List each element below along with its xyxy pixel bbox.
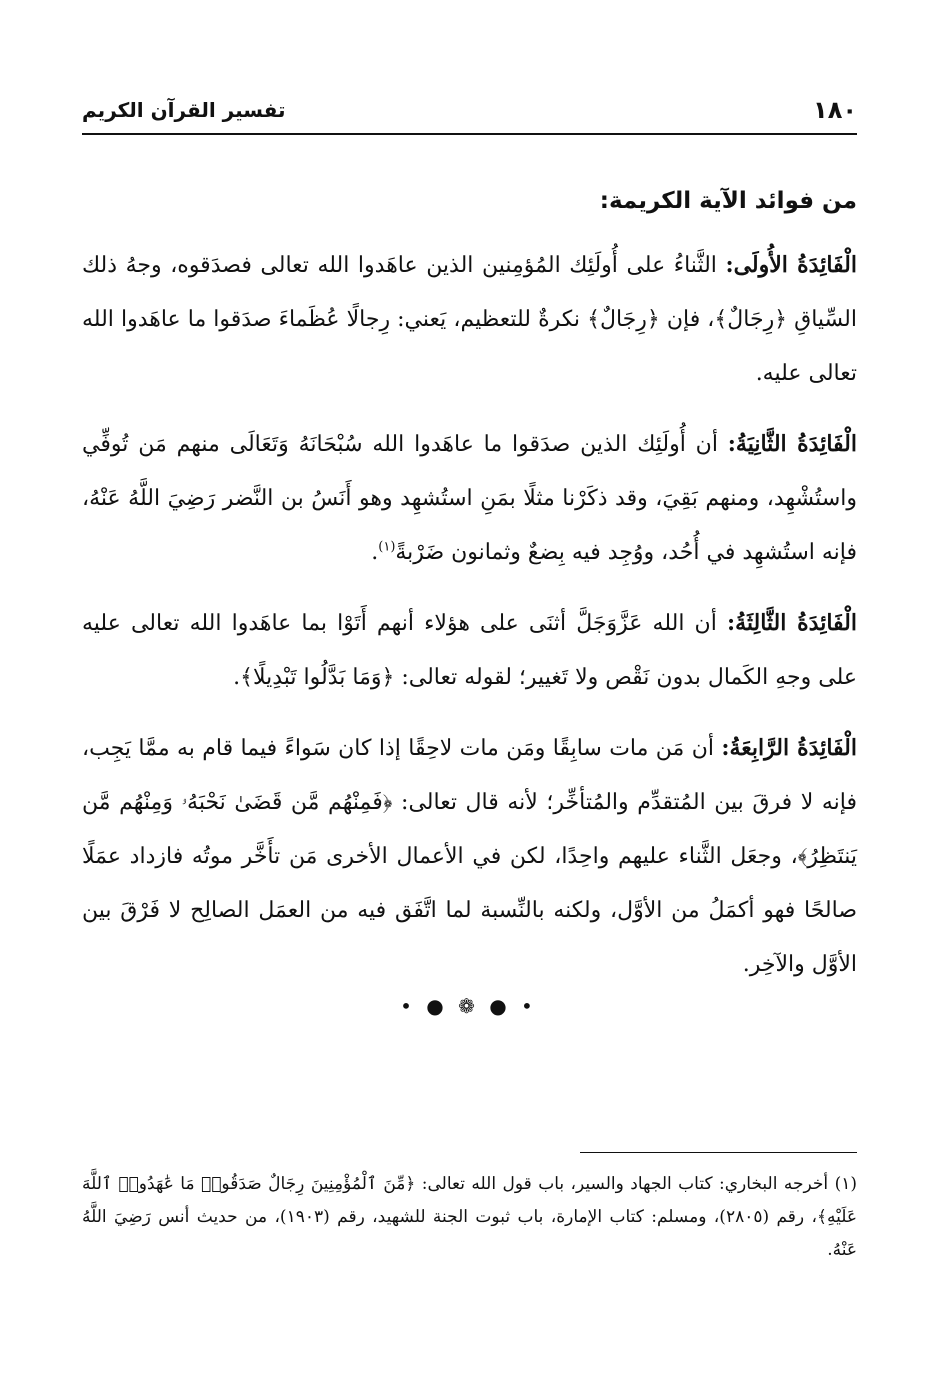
main-content: [82, 178, 857, 1008]
running-title: تفسير القرآن الكريم: [82, 98, 286, 122]
running-header: [82, 96, 857, 130]
footnote-1: (١) أخرجه البخاري: كتاب الجهاد والسير، باب قول الله تعالى: ﴿مِّنَ ٱلْمُؤْمِنِينَ رِجَالٌ صَدَقُوا۟ مَا عَٰهَدُوا۟ ٱللَّهَ عَلَيْهِ﴾، رقم (٢٨٠٥)، ومسلم: كتاب الإمارة، باب ثبوت الجنة للشهيد، رقم (١٩٠٣)، من حديث أنس رَضِيَ اللَّهُ عَنْهُ.: [82, 1174, 857, 1260]
footnote-rule: [580, 1152, 857, 1153]
benefit-label: الْفَائِدَةُ الثَّالِثَةُ:: [726, 610, 858, 636]
benefit-label: الْفَائِدَةُ الأُولَى:: [725, 252, 857, 278]
benefit-paragraph-1: [82, 238, 857, 401]
footnote-marker[interactable]: (١): [378, 539, 396, 555]
benefit-paragraph-3: [82, 596, 857, 705]
benefit-paragraph-2: [82, 417, 857, 580]
benefit-text: أن أُولَئِك الذين صدَقوا ما عاهَدوا الله سُبْحَانَهُ وَتَعَالَى منهم مَن تُوفِّي واستُشْهِد، ومنهم بَقِيَ، وقد ذكَرْنا مثلًا بمَنِ استُشهِد وهو أَنَسُ بن النَّضر رَضِيَ اللَّهُ عَنْهُ، فإنه استُشهِد في أُحُد، ووُجِد فيه بِضعٌ وثمانون ضَرْبةً: [82, 432, 857, 565]
benefit-text: أن مَن مات سابِقًا ومَن مات لاحِقًا إذا كان سَواءً فيما قام به ممَّا يَجِب، فإنه لا فرقَ بين المُتقدِّم والمُتأخِّر؛ لأنه قال تعالى: ﴿فَمِنْهُم مَّن قَضَىٰ نَحْبَهُۥ وَمِنْهُم مَّن يَنتَظِرُ﴾، وجعَل الثَّناء عليهم واحِدًا، لكن في الأعمال الأخرى مَن تأَخَّر موتُه فازداد عمَلًا صالحًا فهو أكمَلُ من الأوَّل، ولكنه بالنِّسبة لما اتَّفَق فيه من العمَل الصالِح لا فَرْقَ بين الأوَّل والآخِر.: [82, 736, 857, 977]
benefit-text: أن الله عَزَّوَجَلَّ أثنَى على هؤلاء أنهم أَتَوْا بما عاهَدوا الله تعالى عليه على وجهِ الكَمال بدون نَقْص ولا تَغيير؛ لقوله تعالى: ﴿وَمَا بَدَّلُوا تَبْدِيلًا﴾.: [82, 611, 857, 690]
header-rule: [82, 133, 857, 135]
benefit-text-end: .: [371, 540, 379, 565]
section-heading: من فوائد الآية الكريمة:: [599, 188, 857, 214]
section-end-ornament: • ● ❁ ● •: [400, 994, 537, 1018]
benefit-label: الْفَائِدَةُ الرَّابِعَةُ:: [721, 735, 857, 761]
benefit-text: الثَّناءُ على أُولَئِك المُؤمِنين الذين عاهَدوا الله تعالى فصدَقوه، وجهُ ذلك السِّياقِ ﴿رِجَالٌ﴾، فإن ﴿رِجَالٌ﴾ نكرةٌ للتعظيم، يَعني: رِجالًا عُظَماءَ صدَقوا ما عاهَدوا الله تعالى عليه.: [82, 253, 857, 386]
page-number: ١٨٠: [813, 96, 857, 124]
benefit-label: الْفَائِدَةُ الثَّانِيَةُ:: [727, 431, 857, 457]
benefit-paragraph-4: [82, 721, 857, 992]
